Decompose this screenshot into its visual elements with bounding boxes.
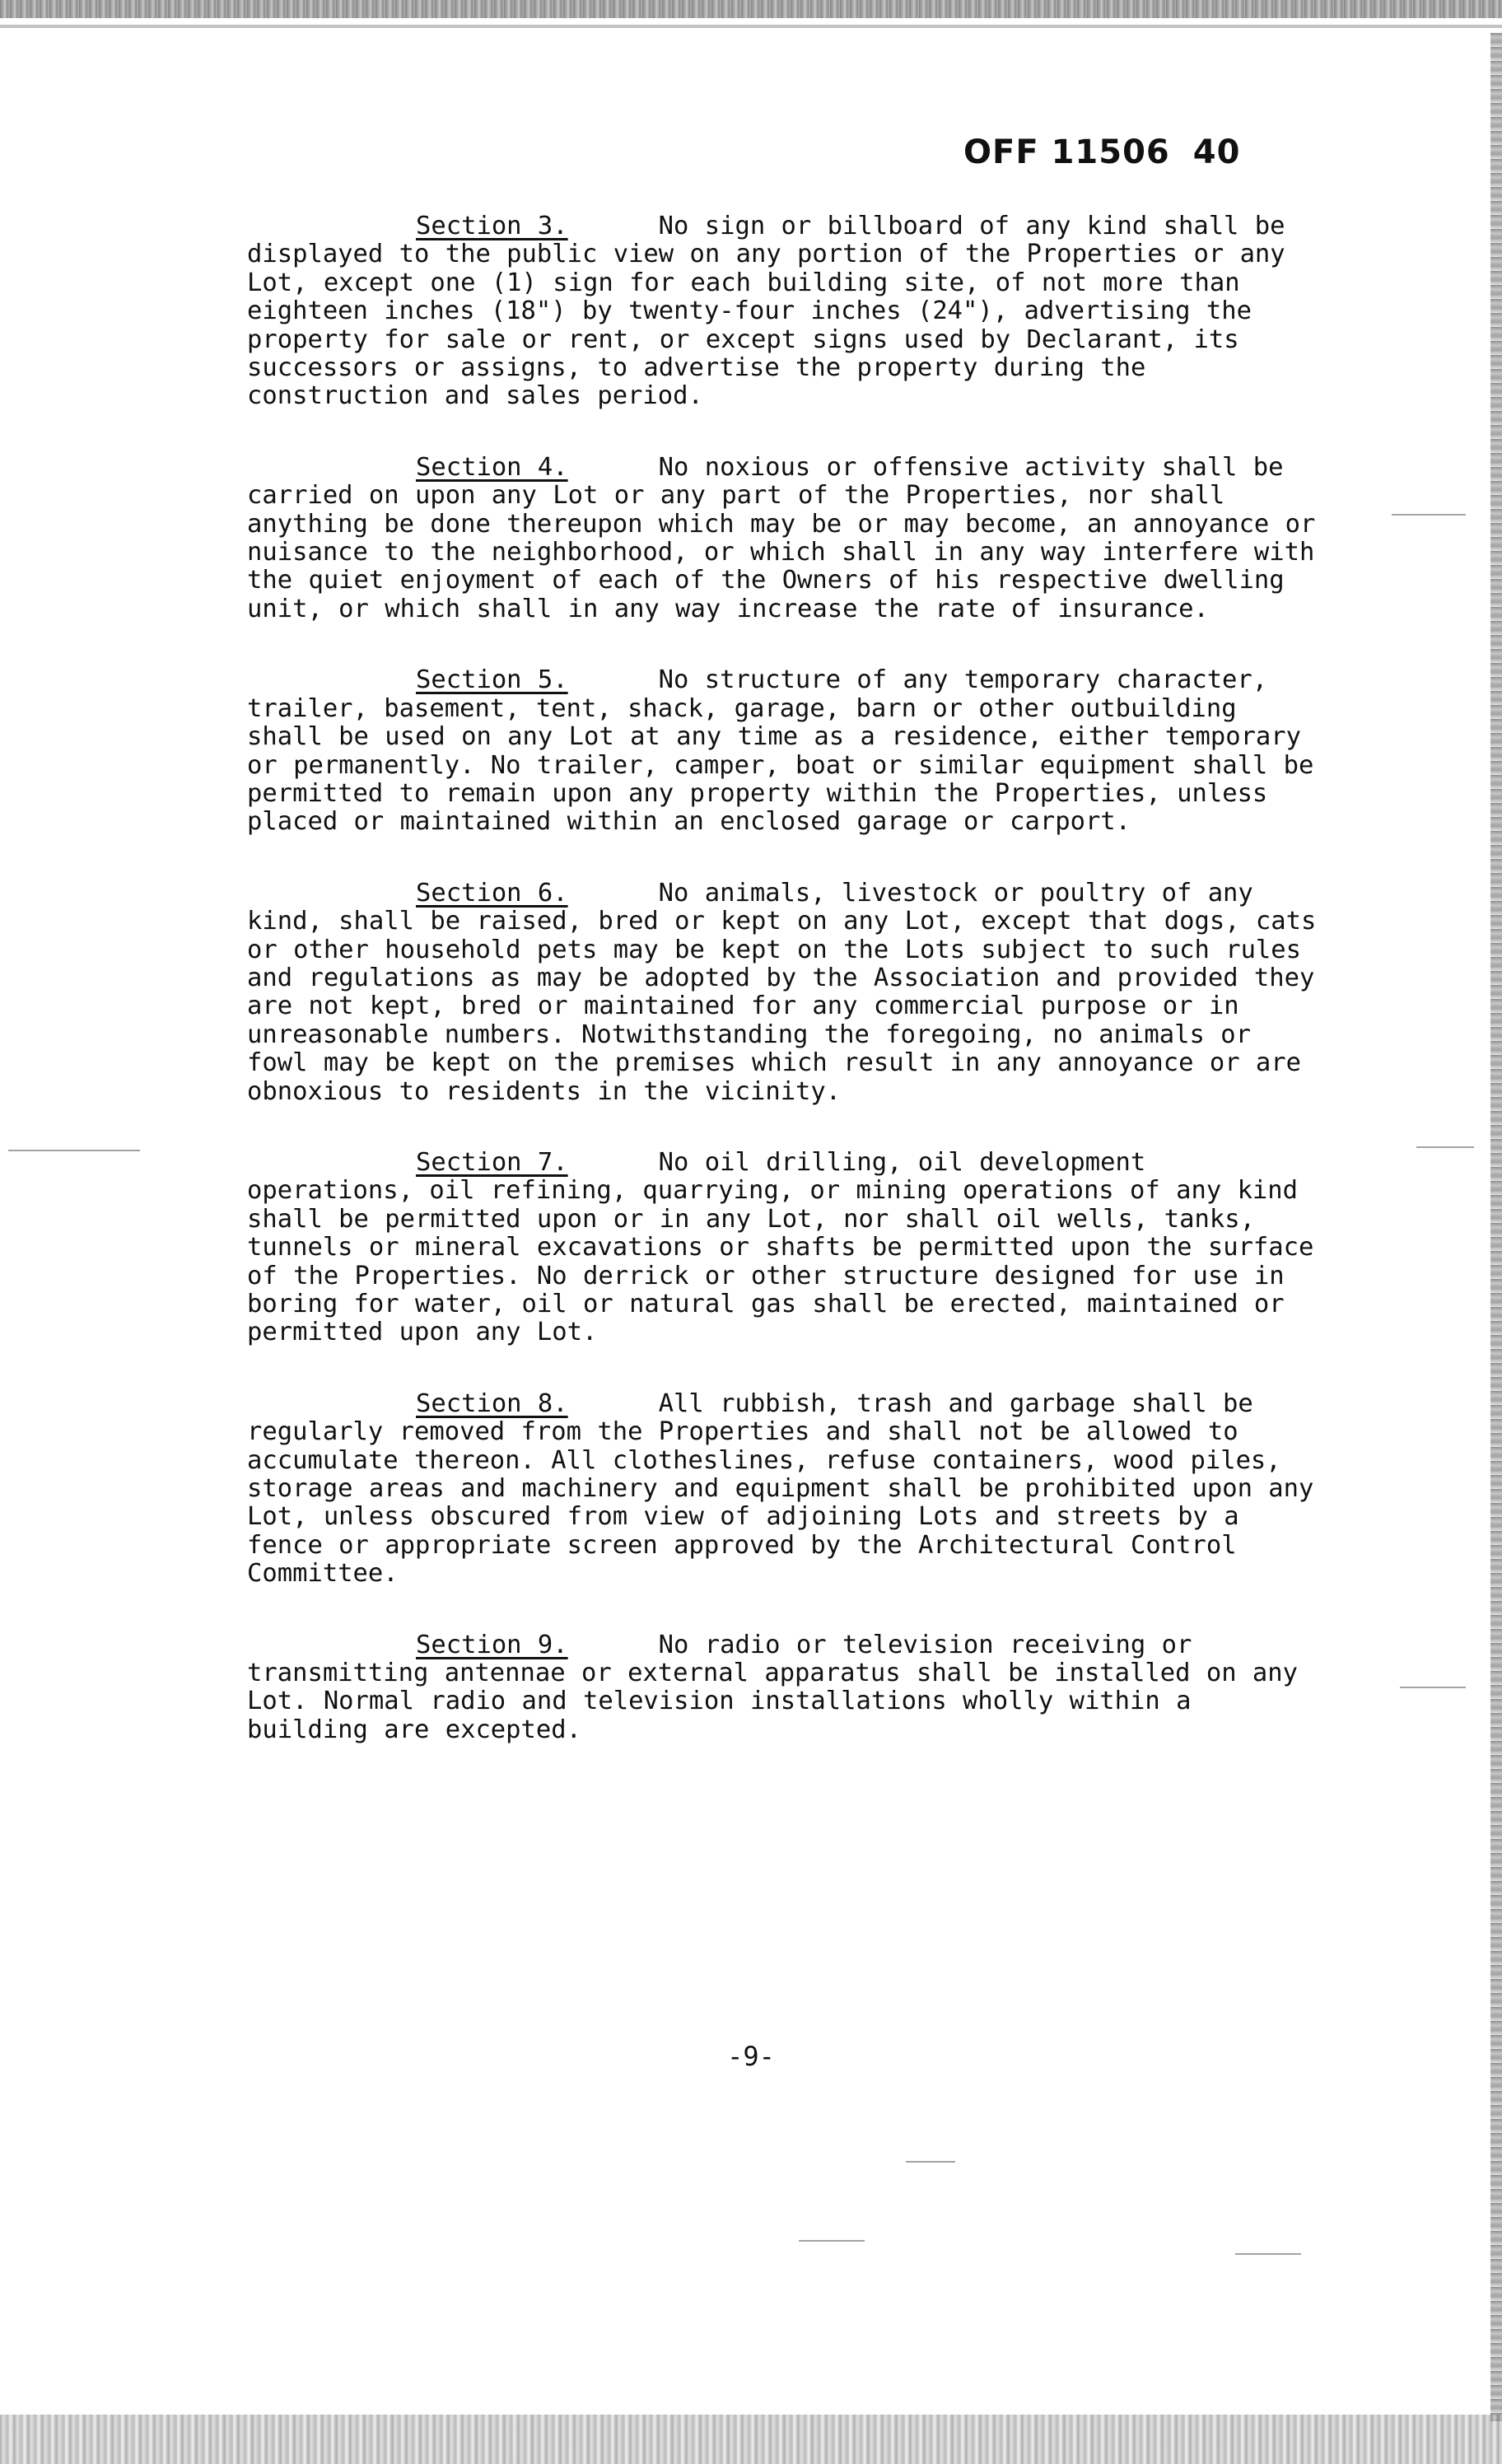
- scan-artifact: [799, 2240, 865, 2242]
- recording-stamp: [963, 133, 1240, 171]
- scan-artifact: [8, 1150, 140, 1151]
- section-heading: Section 8.: [416, 1388, 568, 1418]
- section-paragraph: [247, 666, 1318, 836]
- section-text: No radio or television receiving or transmitting antennae or external apparatus shall be installed on any Lot. Normal radio and television installations wholly within a building are excepted.: [247, 1630, 1299, 1744]
- book-code: OFF 11506: [963, 133, 1170, 171]
- section-heading: Section 5.: [416, 665, 568, 695]
- section-5: [247, 666, 1318, 836]
- section-text: No structure of any temporary character, trailer, basement, tent, shack, garage, barn or other outbuilding shall be used on any Lot at any time as a residence, either temporary or permanently. No trailer, camper, boat or similar equipment shall be permitted to remain upon any property within the Properties, unless placed or maintained within an enclosed garage or carport.: [247, 665, 1314, 837]
- section-paragraph: [247, 212, 1318, 411]
- scan-border-top: [0, 0, 1502, 18]
- section-7: [247, 1149, 1318, 1347]
- scan-border-line: [0, 25, 1502, 28]
- scan-artifact: [1400, 1687, 1466, 1688]
- scan-artifact: [1416, 1146, 1474, 1148]
- section-9: [247, 1631, 1318, 1745]
- scan-artifact: [1392, 514, 1466, 516]
- section-paragraph: [247, 1149, 1318, 1347]
- section-8: [247, 1390, 1318, 1589]
- scan-artifact: [1235, 2253, 1301, 2255]
- section-3: [247, 212, 1318, 411]
- section-paragraph: [247, 1631, 1318, 1745]
- stamp-page-number: 40: [1192, 133, 1241, 171]
- section-text: No oil drilling, oil development operations, oil refining, quarrying, or mining operations of any kind shall be permitted upon or in any Lot, nor shall oil wells, tanks, tunnels or mineral excavations or shafts be permitted upon the surface of the Properties. No derrick or other structure designed for use in boring for water, oil or natural gas shall be erected, maintained or permitted upon any Lot.: [247, 1147, 1314, 1347]
- section-paragraph: [247, 454, 1318, 623]
- section-text: All rubbish, trash and garbage shall be regularly removed from the Properties and shall not be allowed to accumulate thereon. All clotheslines, refuse containers, wood piles, storage areas and machinery and equipment shall be prohibited upon any Lot, unless obscured from view of adjoining Lots and streets by a fence or appropriate screen approved by the Architectural Control Committee.: [247, 1388, 1314, 1589]
- section-text: No noxious or offensive activity shall be carried on upon any Lot or any part of the Properties, nor shall anything be done thereupon which may be or may become, an annoyance or nuisance to the neighborhood, or which shall in any way interfere with the quiet enjoyment of each of the Owners of his respective dwelling unit, or which shall in any way increase the rate of insurance.: [247, 452, 1316, 623]
- section-text: No animals, livestock or poultry of any kind, shall be raised, bred or kept on any Lot, except that dogs, cats or other household pets may be kept on the Lots subject to such rules and regulations as may be adopted by the Association and provided they are not kept, bred or maintained for any commercial purpose or in unreasonable numbers. Notwithstanding the foregoing, no animals or fowl may be kept on the premises which result in any annoyance or are obnoxious to residents in the vicinity.: [247, 878, 1317, 1106]
- section-heading: Section 9.: [416, 1630, 568, 1659]
- page-number: -9-: [727, 2041, 775, 2072]
- section-4: [247, 454, 1318, 623]
- section-heading: Section 4.: [416, 452, 568, 482]
- section-text: No sign or billboard of any kind shall be displayed to the public view on any portion of the Properties or any Lot, except one (1) sign for each building site, of not more than eighteen inches (18") by twenty-four inches (24"), advertising the property for sale or rent, or except signs used by Declarant, its successors or assigns, to advertise the property during the construction and sales period.: [247, 212, 1285, 411]
- section-6: [247, 880, 1318, 1106]
- section-heading: Section 3.: [416, 212, 568, 240]
- section-paragraph: [247, 880, 1318, 1106]
- scan-border-bottom: [0, 2415, 1502, 2464]
- section-heading: Section 7.: [416, 1147, 568, 1177]
- section-paragraph: [247, 1390, 1318, 1589]
- scan-artifact: [906, 2161, 955, 2163]
- document-body: [247, 212, 1318, 1787]
- section-heading: Section 6.: [416, 878, 568, 908]
